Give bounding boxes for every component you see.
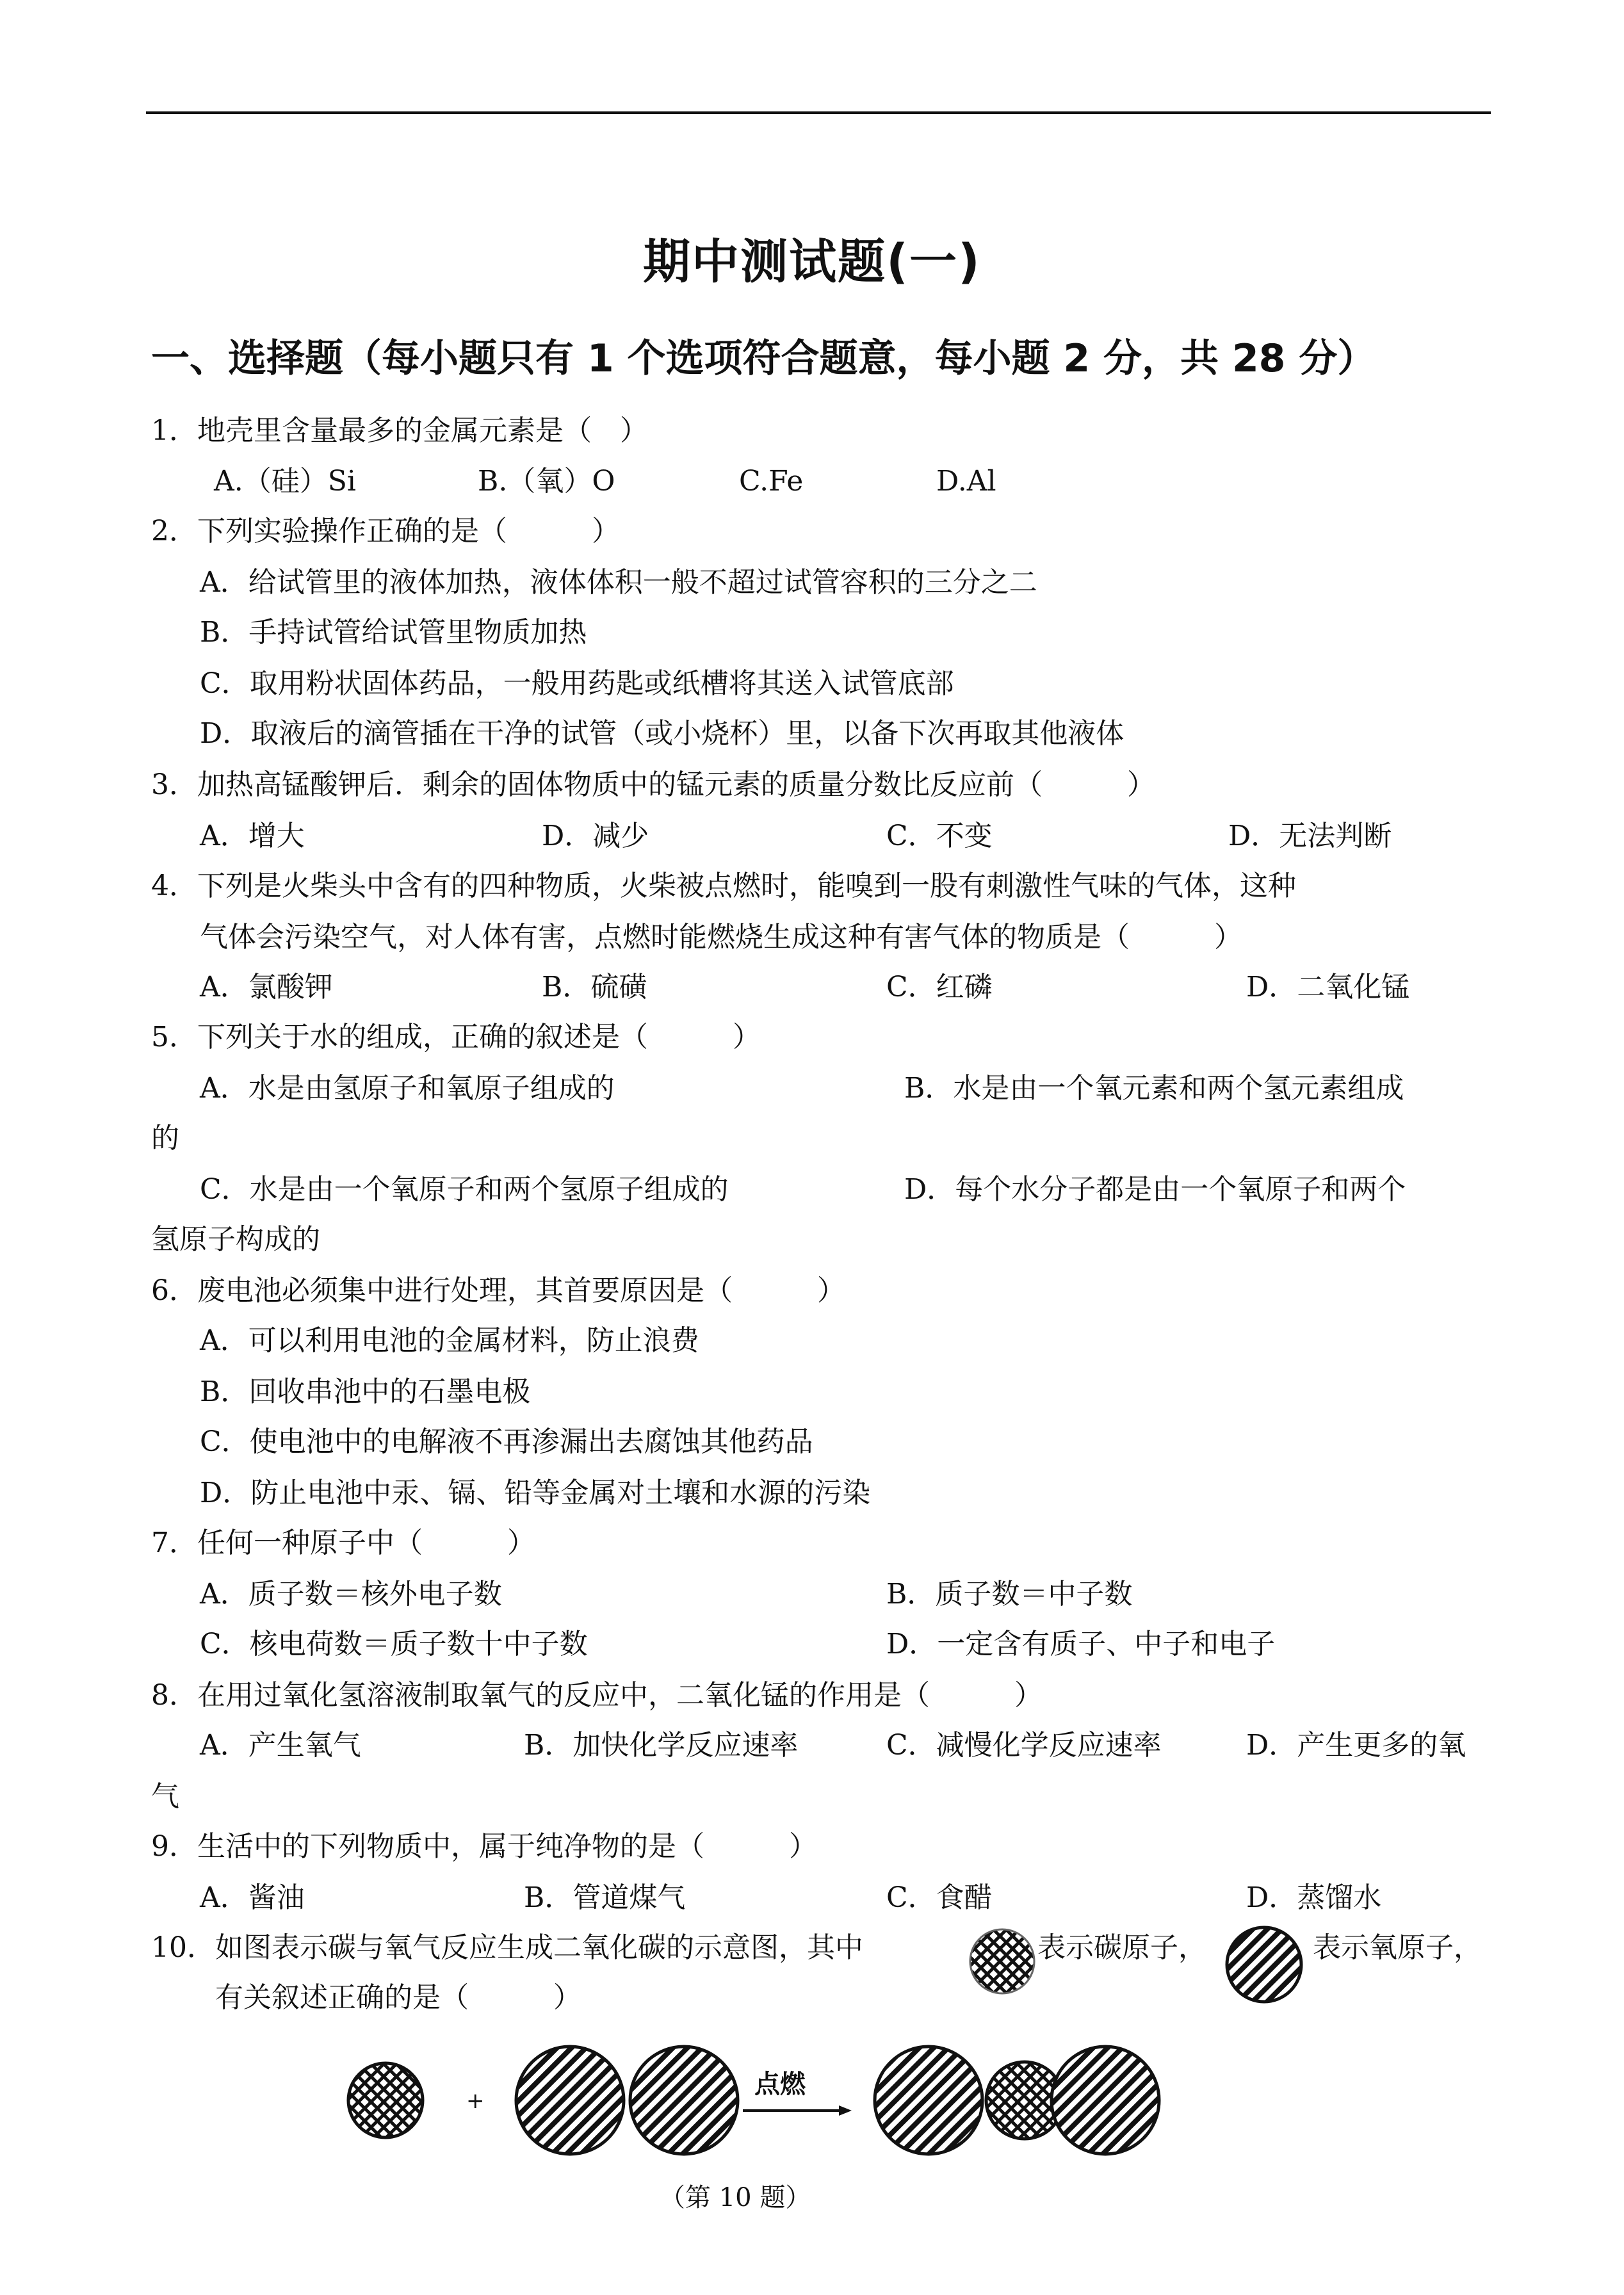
q9-option-d: D．蒸馏水 xyxy=(1246,1881,1382,1914)
q9-option-b: B．管道煤气 xyxy=(524,1881,686,1914)
reactant-oxygen-atom-1 xyxy=(516,2047,624,2154)
q5-option-d-cont: 氢原子构成的 xyxy=(151,1223,320,1256)
q8-option-d-cont: 气 xyxy=(151,1780,179,1813)
q3-option-d: D．无法判断 xyxy=(1228,820,1392,852)
q8-option-b: B．加快化学反应速率 xyxy=(524,1729,799,1762)
reactant-oxygen-atom-2 xyxy=(630,2047,738,2154)
q7-option-a: A．质子数＝核外电子数 xyxy=(200,1578,502,1610)
q7-option-d: D．一定含有质子、中子和电子 xyxy=(886,1628,1276,1660)
q5-option-d: D．每个水分子都是由一个氧原子和两个 xyxy=(904,1173,1406,1206)
q6-option-a: A．可以利用电池的金属材料，防止浪费 xyxy=(200,1324,699,1357)
q5-option-a: A．水是由氢原子和氧原子组成的 xyxy=(200,1072,615,1105)
q4-option-d: D．二氧化锰 xyxy=(1246,971,1410,1003)
figure-caption: （第 10 题） xyxy=(660,2183,811,2212)
question-10-stem-b: 表示碳原子， xyxy=(1037,1931,1206,1964)
q3-option-a: A．增大 xyxy=(200,820,305,852)
question-4-stem: 4．下列是火柴头中含有的四种物质，火柴被点燃时，能嗅到一股有刺激性气味的气体，这种 xyxy=(151,870,1296,902)
q7-option-c: C．核电荷数＝质子数十中子数 xyxy=(200,1628,588,1660)
question-2-stem: 2．下列实验操作正确的是（ ） xyxy=(151,515,620,547)
question-1-stem: 1．地壳里含量最多的金属元素是（ ） xyxy=(151,414,648,447)
question-3-stem: 3．加热高锰酸钾后．剩余的固体物质中的锰元素的质量分数比反应前（ ） xyxy=(151,768,1155,801)
q8-option-c: C．减慢化学反应速率 xyxy=(886,1729,1162,1762)
product-oxygen-atom-1 xyxy=(875,2047,982,2154)
q6-option-b: B．回收串池中的石墨电极 xyxy=(200,1375,531,1408)
q3-option-c: C．不变 xyxy=(886,820,993,852)
q3-option-b: D．减少 xyxy=(542,820,649,852)
q4-option-c: C．红磷 xyxy=(886,971,993,1003)
question-8-stem: 8．在用过氧化氢溶液制取氧气的反应中，二氧化锰的作用是（ ） xyxy=(151,1679,1043,1712)
q9-option-a: A．酱油 xyxy=(200,1881,305,1914)
arrow-label: 点燃 xyxy=(754,2070,806,2099)
q2-option-b: B．手持试管给试管里物质加热 xyxy=(200,616,587,649)
reaction-arrowhead xyxy=(839,2105,852,2116)
question-9-stem: 9．生活中的下列物质中，属于纯净物的是（ ） xyxy=(151,1830,817,1863)
question-10-stem-cont: 有关叙述正确的是（ ） xyxy=(215,1981,581,2014)
q8-option-a: A．产生氧气 xyxy=(200,1729,361,1762)
reactant-carbon-atom xyxy=(348,2063,423,2137)
q5-option-b: B．水是由一个氧元素和两个氢元素组成 xyxy=(904,1072,1404,1105)
q6-option-d: D．防止电池中汞、镉、铅等金属对土壤和水源的污染 xyxy=(200,1477,871,1509)
q1-option-d: D.Al xyxy=(936,465,996,498)
question-4-stem-cont: 气体会污染空气，对人体有害，点燃时能燃烧生成这种有害气体的物质是（ ） xyxy=(200,921,1242,953)
q1-option-a: A.（硅）Si xyxy=(214,465,356,498)
q4-option-b: B．硫磺 xyxy=(542,971,647,1003)
q8-option-d: D．产生更多的氧 xyxy=(1246,1729,1466,1762)
q2-option-a: A．给试管里的液体加热，液体体积一般不超过试管容积的三分之二 xyxy=(200,566,1037,599)
question-6-stem: 6．废电池必须集中进行处理，其首要原因是（ ） xyxy=(151,1274,845,1307)
question-5-stem: 5．下列关于水的组成，正确的叙述是（ ） xyxy=(151,1021,761,1053)
page-title: 期中测试题(一) xyxy=(643,234,981,289)
q2-option-c: C．取用粉状固体药品，一般用药匙或纸槽将其送入试管底部 xyxy=(200,667,954,700)
carbon-legend-icon xyxy=(968,1927,1036,1995)
q5-option-c: C．水是由一个氧原子和两个氢原子组成的 xyxy=(200,1173,729,1206)
q9-option-c: C．食醋 xyxy=(886,1881,993,1914)
oxygen-legend-icon xyxy=(1224,1925,1304,2004)
q2-option-d: D．取液后的滴管插在干净的试管（或小烧杯）里，以备下次再取其他液体 xyxy=(200,717,1125,750)
q7-option-b: B．质子数＝中子数 xyxy=(886,1578,1133,1610)
reaction-diagram xyxy=(333,2036,1165,2171)
q4-option-a: A．氯酸钾 xyxy=(200,971,333,1003)
q1-option-c: C.Fe xyxy=(739,465,804,498)
question-7-stem: 7．任何一种原子中（ ） xyxy=(151,1527,535,1559)
product-oxygen-atom-2 xyxy=(1052,2047,1159,2154)
q5-option-b-cont: 的 xyxy=(151,1122,179,1155)
q1-option-b: B.（氧）O xyxy=(478,465,615,498)
question-10-stem-a: 10．如图表示碳与氧气反应生成二氧化碳的示意图，其中 xyxy=(151,1931,863,1964)
header-rule xyxy=(146,111,1491,114)
q6-option-c: C．使电池中的电解液不再渗漏出去腐蚀其他药品 xyxy=(200,1425,813,1458)
plus-sign: + xyxy=(466,2088,485,2114)
section-heading: 一、选择题（每小题只有 1 个选项符合题意，每小题 2 分，共 28 分） xyxy=(151,336,1376,381)
question-10-stem-c: 表示氧原子， xyxy=(1313,1931,1482,1964)
